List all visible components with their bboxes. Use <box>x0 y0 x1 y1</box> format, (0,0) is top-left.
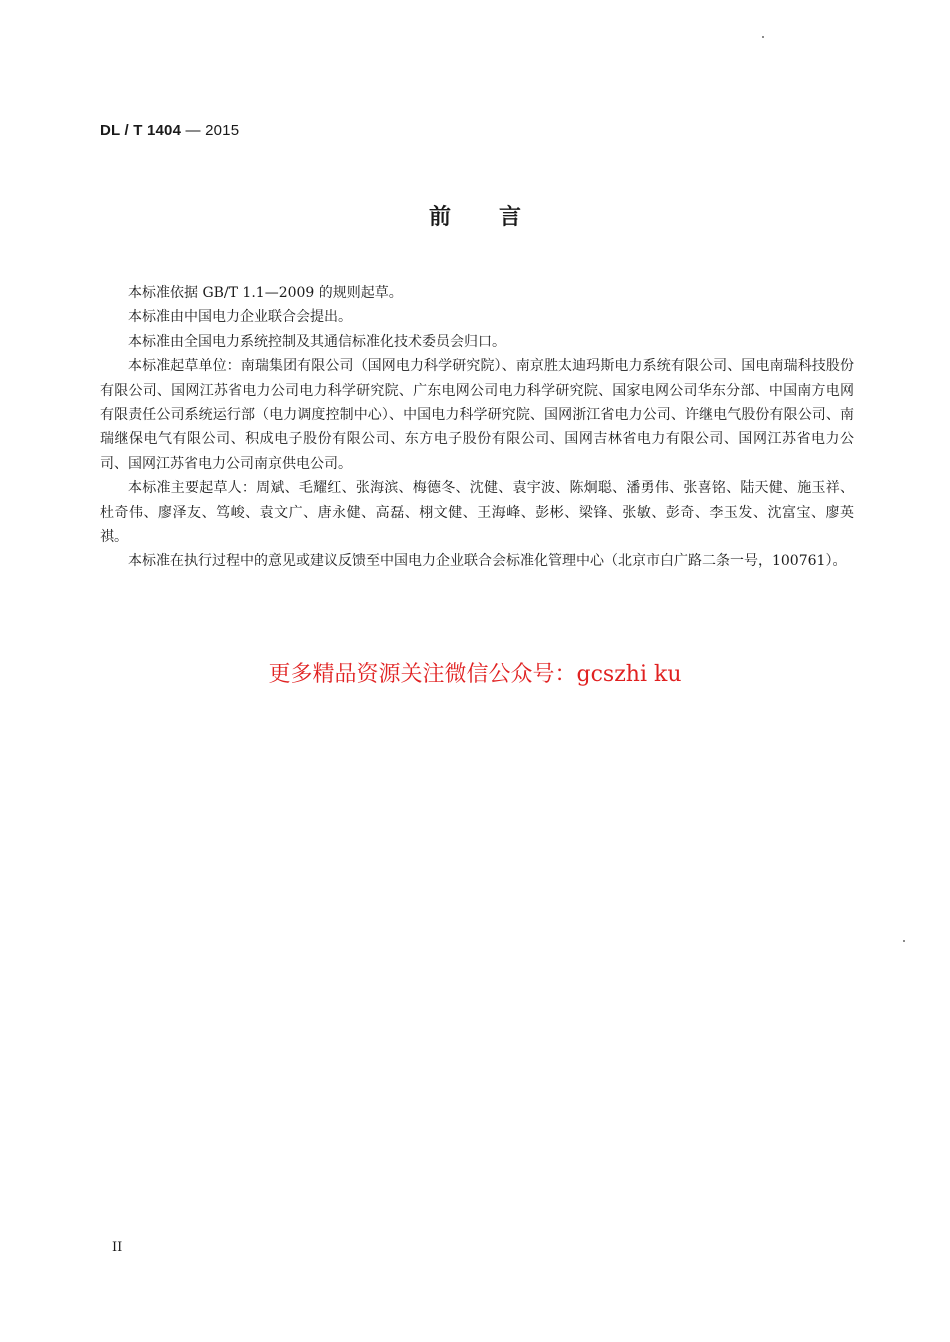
code-separator: — <box>181 122 206 139</box>
standard-year: 2015 <box>205 122 240 139</box>
foreword-body <box>100 281 854 574</box>
paragraph-proposer: 本标准由中国电力企业联合会提出。 <box>128 309 352 326</box>
paragraph-committee: 本标准由全国电力系统控制及其通信标准化技术委员会归口。 <box>128 333 506 350</box>
paragraph-feedback: 本标准在执行过程中的意见或建议反馈至中国电力企业联合会标准化管理中心（北京市白广路二条一号，100761）。 <box>128 553 847 570</box>
document-code-header <box>100 122 239 139</box>
scan-speck <box>762 36 764 38</box>
standard-code: DL / T 1404 <box>100 122 182 139</box>
paragraph-drafting-rule: 本标准依据 GB/T 1.1—2009 的规则起草。 <box>128 285 403 301</box>
paragraph-drafters: 本标准主要起草人：周斌、毛耀红、张海滨、梅德冬、沈健、袁宇波、陈炯聪、潘勇伟、张喜铭、陆天健、施玉祥、杜奇伟、廖泽友、笃峻、袁文广、唐永健、高磊、栩文健、王海峰、彭彬、梁锋、张敏、彭奇、李玉发、沈富宝、廖英祺。 <box>100 480 854 546</box>
page-title: 前言 <box>428 205 569 230</box>
promo-watermark-text: 更多精品资源关注微信公众号：gcszhi ku <box>268 662 682 687</box>
paragraph-drafting-units: 本标准起草单位：南瑞集团有限公司（国网电力科学研究院）、南京胜太迪玛斯电力系统有限公司、国电南瑞科技股份有限公司、国网江苏省电力公司电力科学研究院、广东电网公司电力科学研究院、国家电网公司华东分部、中国南方电网有限责任公司系统运行部（电力调度控制中心）、中国电力科学研究院、国网浙江省电力公司、许继电气股份有限公司、南瑞继保电气有限公司、积成电子股份有限公司、东方电子股份有限公司、国网吉林省电力有限公司、国网江苏省电力公司、国网江苏省电力公司南京供电公司。 <box>100 358 854 472</box>
page-number: II <box>112 1240 123 1255</box>
scan-speck <box>903 940 905 942</box>
